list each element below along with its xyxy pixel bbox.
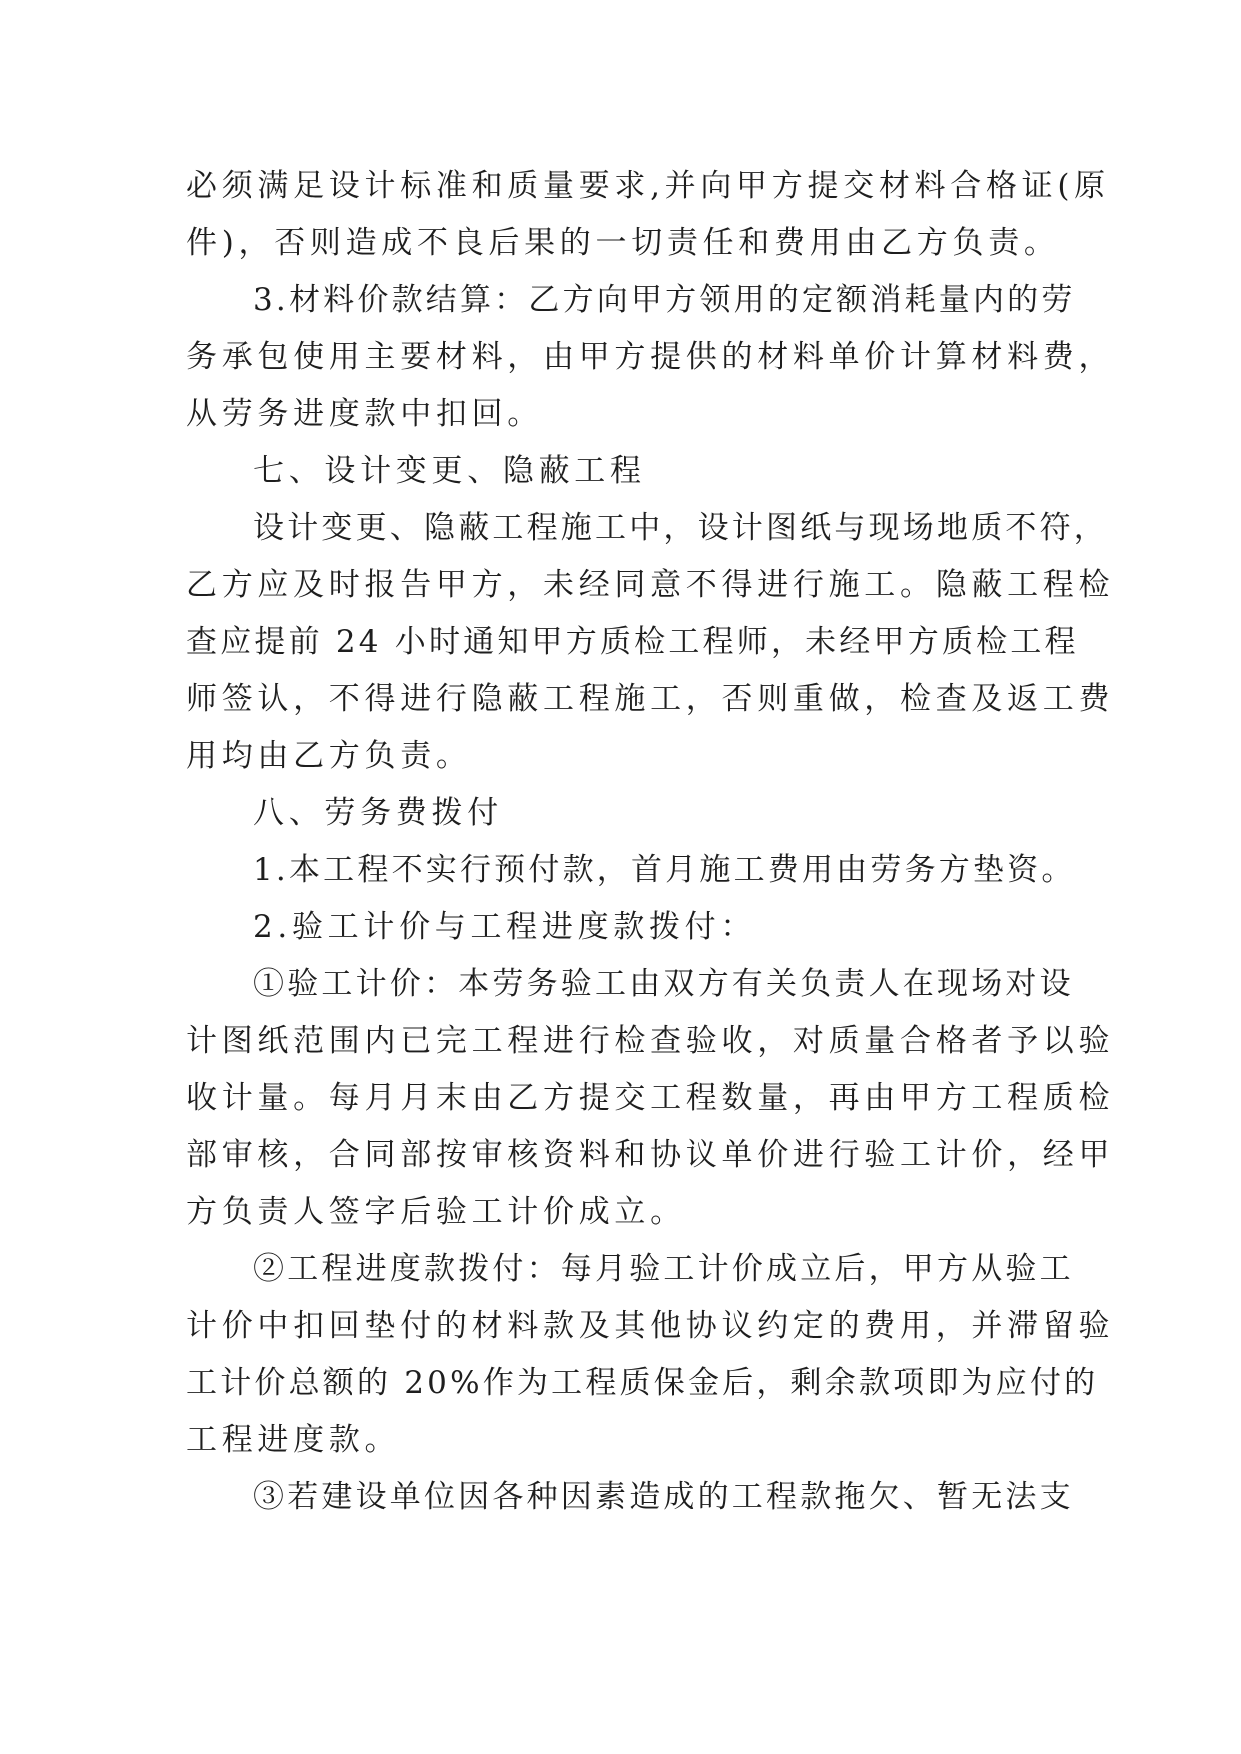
text-line: 乙方应及时报告甲方，未经同意不得进行施工。隐蔽工程检 [186, 567, 1115, 603]
text-line: 工计价总额的 20%作为工程质保金后，剩余款项即为应付的 [186, 1365, 1099, 1401]
text-line: 务承包使用主要材料，由甲方提供的材料单价计算材料费， [186, 339, 1115, 375]
text-line: ①验工计价：本劳务验工由双方有关负责人在现场对设 [253, 966, 1074, 1002]
text-line: 部审核，合同部按审核资料和协议单价进行验工计价，经甲 [186, 1137, 1115, 1173]
text-line: 2.验工计价与工程进度款拨付： [253, 909, 757, 945]
text-line: 从劳务进度款中扣回。 [186, 396, 543, 432]
section-heading: 七、设计变更、隐蔽工程 [253, 453, 646, 489]
text-line: ②工程进度款拨付：每月验工计价成立后，甲方从验工 [253, 1251, 1074, 1287]
text-line: 收计量。每月月末由乙方提交工程数量，再由甲方工程质检 [186, 1080, 1115, 1116]
text-line: 工程进度款。 [186, 1422, 401, 1458]
text-line: 设计变更、隐蔽工程施工中，设计图纸与现场地质不符， [253, 510, 1108, 546]
text-line: 1.本工程不实行预付款，首月施工费用由劳务方垫资。 [253, 852, 1076, 888]
text-line: 方负责人签字后验工计价成立。 [186, 1194, 686, 1230]
section-heading: 八、劳务费拨付 [253, 795, 503, 831]
text-line: 件)，否则造成不良后果的一切责任和费用由乙方负责。 [186, 225, 1060, 261]
text-line: 必须满足设计标准和质量要求,并向甲方提交材料合格证(原 [186, 168, 1110, 204]
text-line: 计图纸范围内已完工程进行检查验收，对质量合格者予以验 [186, 1023, 1115, 1059]
text-line: 查应提前 24 小时通知甲方质检工程师，未经甲方质检工程 [186, 624, 1079, 660]
text-line: 师签认，不得进行隐蔽工程施工，否则重做，检查及返工费 [186, 681, 1115, 717]
text-line: ③若建设单位因各种因素造成的工程款拖欠、暂无法支 [253, 1479, 1074, 1515]
text-line: 计价中扣回垫付的材料款及其他协议约定的费用，并滞留验 [186, 1308, 1115, 1344]
text-line: 用均由乙方负责。 [186, 738, 472, 774]
text-line: 3.材料价款结算：乙方向甲方领用的定额消耗量内的劳 [253, 282, 1076, 318]
